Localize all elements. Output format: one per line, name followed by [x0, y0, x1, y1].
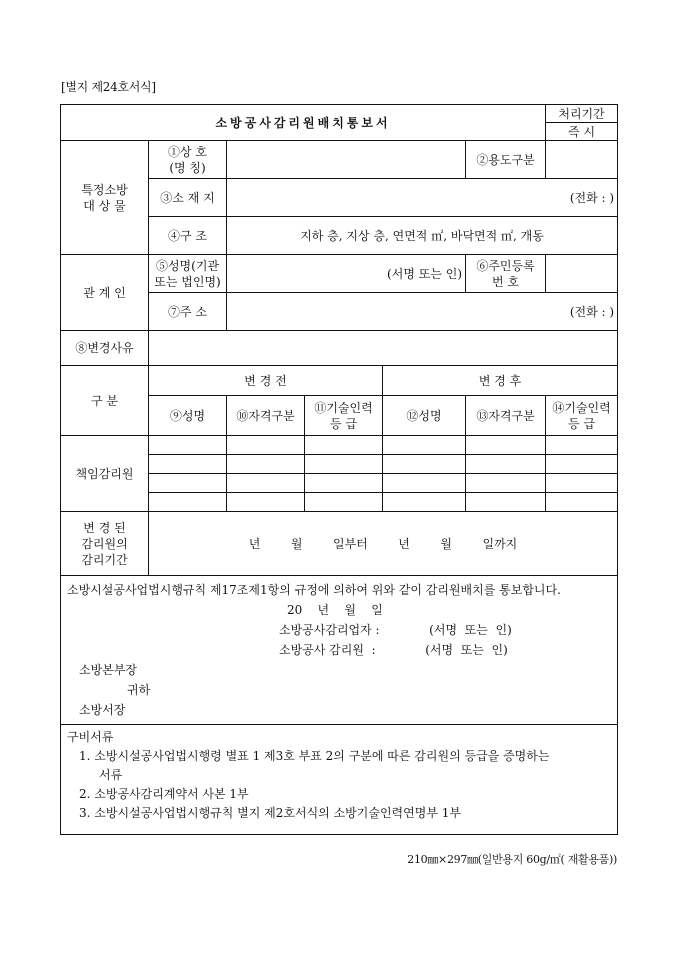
table-cell[interactable]	[466, 436, 546, 455]
table-cell[interactable]	[149, 455, 227, 474]
page-title: 소방공사감리원배치통보서	[61, 105, 546, 141]
party-name-label-line1: ⑤성명(기관	[155, 258, 220, 273]
col-grade-before-line1: ⑪기술인력	[314, 400, 373, 415]
notice-supervisor: 소방공사 감리원 : (서명 또는 인)	[279, 643, 508, 657]
form-code: [별지 제24호서식]	[61, 80, 156, 94]
target-address-field[interactable]	[227, 179, 618, 217]
party-address-label: ⑦주 소	[149, 293, 227, 331]
party-sign-note: (서명 또는 인)	[387, 266, 462, 281]
table-cell[interactable]	[546, 493, 618, 512]
target-structure-field[interactable]	[227, 217, 618, 255]
document-item-2: 2. 소방공사감리계약서 사본 1부	[79, 787, 249, 801]
processing-period-label: 처리기간	[546, 105, 618, 123]
change-reason-field[interactable]	[149, 331, 618, 366]
party-name-label-line2: 또는 법인명)	[154, 274, 221, 289]
notice-section	[61, 576, 618, 725]
party-name-field[interactable]	[227, 255, 466, 293]
after-change-header: 변 경 후	[383, 366, 618, 396]
col-grade-after	[546, 396, 618, 436]
table-cell[interactable]	[227, 474, 305, 493]
table-cell[interactable]	[305, 474, 383, 493]
table-cell[interactable]	[305, 436, 383, 455]
notice-recipient-1: 소방본부장	[79, 663, 137, 677]
notice-contractor: 소방공사감리업자 : (서명 또는 인)	[279, 623, 512, 637]
target-section-label-line1: 특정소방	[81, 182, 128, 197]
processing-period-value: 즉 시	[546, 123, 618, 141]
target-use-field[interactable]	[546, 141, 618, 179]
col-grade-before	[305, 396, 383, 436]
party-address-field[interactable]	[227, 293, 618, 331]
table-cell[interactable]	[546, 455, 618, 474]
target-name-label-line2: (명 칭)	[169, 160, 206, 175]
table-cell[interactable]	[227, 436, 305, 455]
change-reason-label: ⑧변경사유	[61, 331, 149, 366]
notification-form	[60, 104, 618, 835]
party-rrn-label-line1: ⑥주민등록	[476, 258, 535, 273]
target-name-field[interactable]	[227, 141, 466, 179]
col-grade-after-line1: ⑭기술인력	[552, 400, 611, 415]
period-label	[61, 512, 149, 576]
table-cell[interactable]	[149, 493, 227, 512]
party-rrn-label	[466, 255, 546, 293]
party-address-phone: (전화 : )	[569, 304, 615, 319]
notice-date: 20 년 월 일	[287, 603, 383, 617]
chief-supervisor-label: 책임감리원	[61, 436, 149, 512]
table-cell[interactable]	[227, 455, 305, 474]
notice-text: 소방시설공사업법시행규칙 제17조제1항의 규정에 의하여 위와 같이 감리원배치를 통보합니다.	[67, 583, 561, 597]
document-item-1-cont: 서류	[99, 768, 123, 782]
table-cell[interactable]	[227, 493, 305, 512]
table-cell[interactable]	[305, 493, 383, 512]
col-qualification-before: ⑩자격구분	[227, 396, 305, 436]
table-cell[interactable]	[466, 474, 546, 493]
target-use-label: ②용도구분	[466, 141, 546, 179]
table-cell[interactable]	[149, 436, 227, 455]
table-cell[interactable]	[546, 436, 618, 455]
target-address-phone: (전화 : )	[569, 190, 615, 205]
target-section-label	[61, 141, 149, 255]
table-cell[interactable]	[383, 474, 466, 493]
col-qualification-after: ⑬자격구분	[466, 396, 546, 436]
document-item-3: 3. 소방시설공사업법시행규칙 별지 제2호서식의 소방기술인력연명부 1부	[79, 806, 461, 820]
table-cell[interactable]	[305, 455, 383, 474]
required-documents-label: 구비서류	[67, 730, 114, 744]
party-rrn-label-line2: 번 호	[492, 274, 520, 289]
period-label-line1: 변 경 된	[83, 520, 126, 535]
party-rrn-field[interactable]	[546, 255, 618, 293]
paper-spec: 210㎜×297㎜(일반용지 60g/㎡( 재활용품))	[407, 853, 617, 866]
document-item-1: 1. 소방시설공사업법시행령 별표 1 제3호 부표 2의 구분에 따른 감리원의 등급을 증명하는	[79, 749, 550, 763]
table-cell[interactable]	[383, 455, 466, 474]
target-structure-label: ④구 조	[149, 217, 227, 255]
target-name-label-line1: ①상 호	[168, 144, 207, 159]
period-text: 년 월 일부터 년 월 일까지	[248, 536, 518, 551]
table-cell[interactable]	[383, 493, 466, 512]
col-name-before: ⑨성명	[149, 396, 227, 436]
period-field[interactable]	[149, 512, 618, 576]
party-section-label: 관 계 인	[61, 255, 149, 331]
target-address-label: ③소 재 지	[149, 179, 227, 217]
division-label: 구 분	[61, 366, 149, 436]
before-change-header: 변 경 전	[149, 366, 383, 396]
period-label-line3: 감리기간	[81, 552, 128, 567]
table-cell[interactable]	[546, 474, 618, 493]
party-name-label	[149, 255, 227, 293]
col-name-after: ⑫성명	[383, 396, 466, 436]
notice-recipient-2: 소방서장	[79, 703, 126, 717]
notice-honorific: 귀하	[127, 683, 151, 697]
target-name-label	[149, 141, 227, 179]
required-documents-section	[61, 725, 618, 835]
target-section-label-line2: 대 상 물	[83, 198, 126, 213]
target-structure-text: 지하 층, 지상 층, 연면적 ㎡, 바닥면적 ㎡, 개동	[300, 228, 544, 243]
table-cell[interactable]	[383, 436, 466, 455]
col-grade-after-line2: 등 급	[568, 416, 596, 431]
table-cell[interactable]	[466, 493, 546, 512]
period-label-line2: 감리원의	[81, 536, 128, 551]
col-grade-before-line2: 등 급	[330, 416, 357, 431]
table-cell[interactable]	[149, 474, 227, 493]
table-cell[interactable]	[466, 455, 546, 474]
